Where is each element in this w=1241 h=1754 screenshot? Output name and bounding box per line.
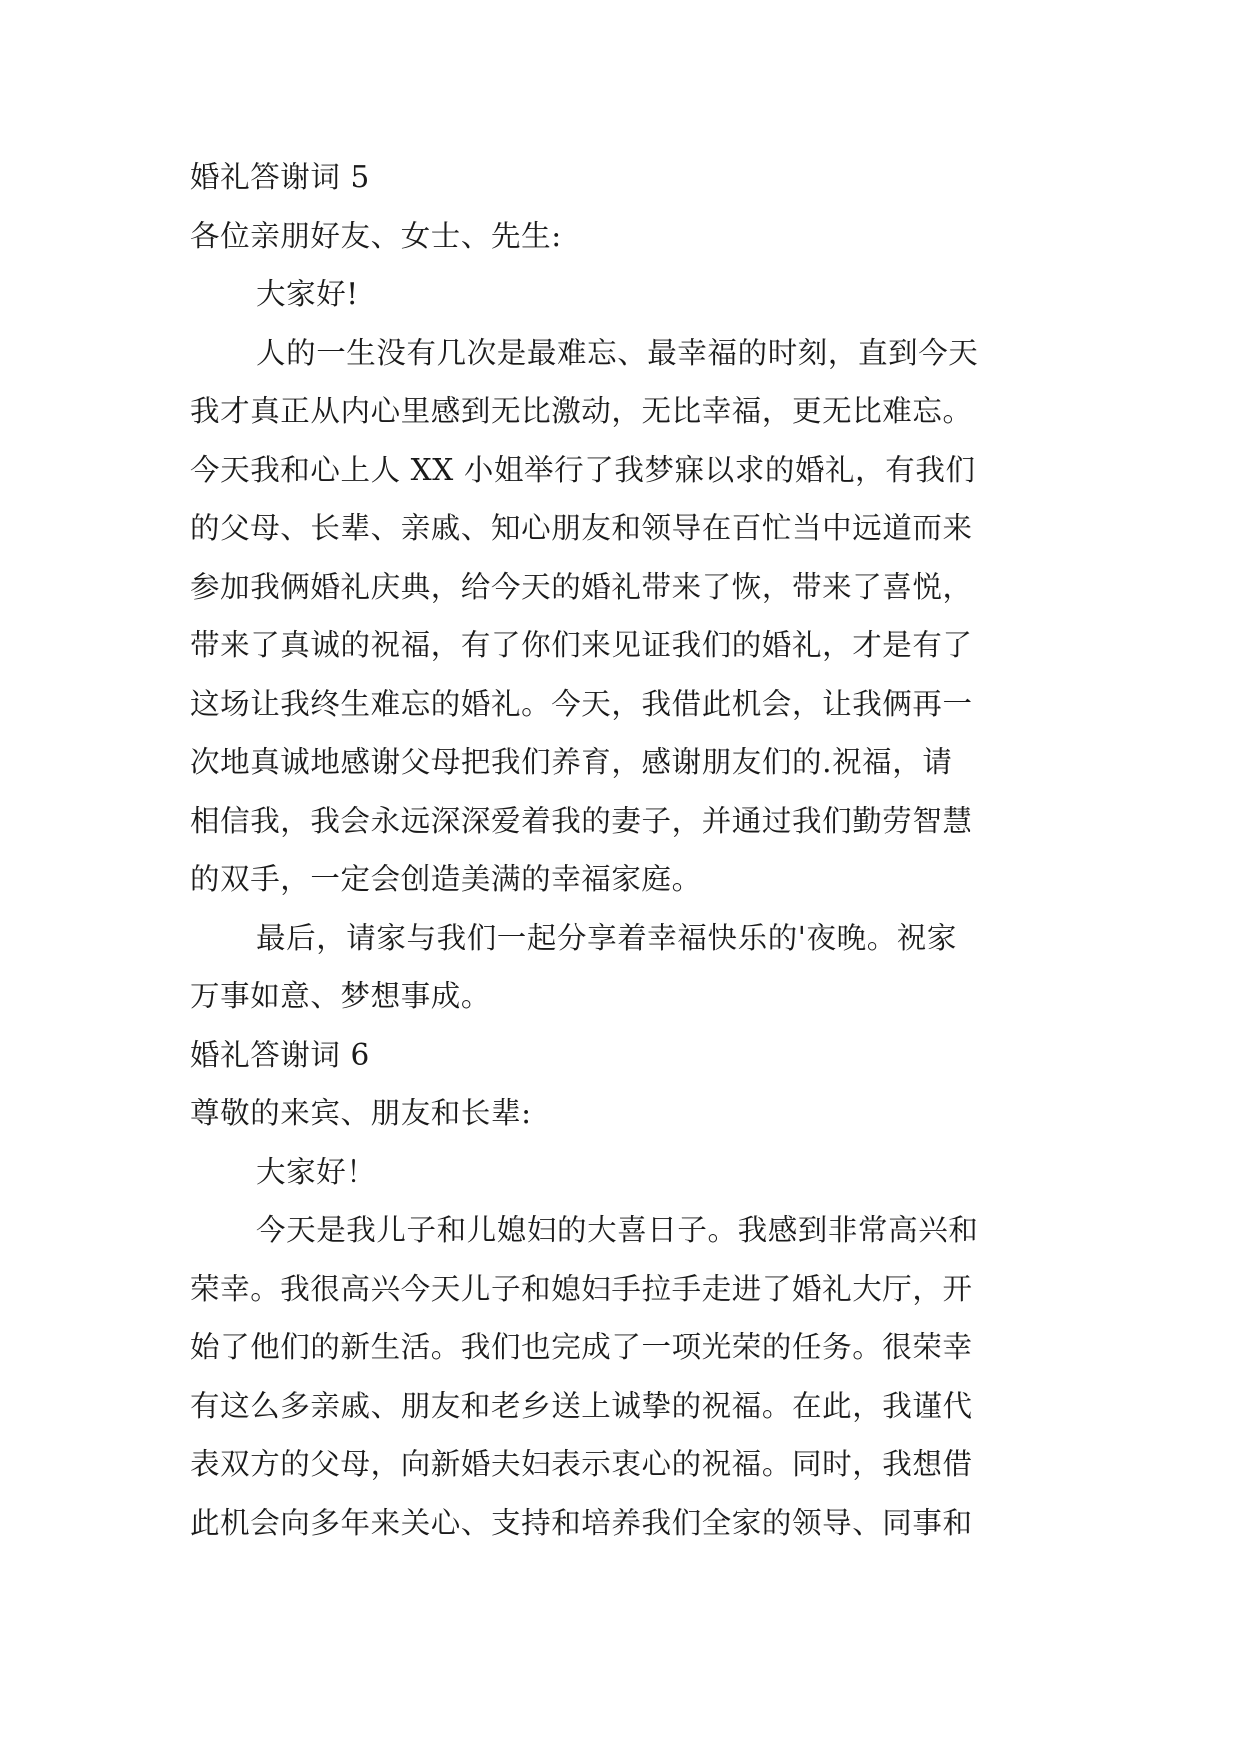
document-line: 大家好！ <box>256 1154 377 1189</box>
document-line: 我才真正从内心里感到无比激动，无比幸福，更无比难忘。 <box>190 394 973 428</box>
document-body <box>190 148 1070 1552</box>
document-line: 的父母、长辈、亲戚、知心朋友和领导在百忙当中远道而来 <box>190 511 973 545</box>
document-line: 荣幸。我很高兴今天儿子和媳妇手拉手走进了婚礼大厅，开 <box>190 1271 973 1306</box>
document-line: 万事如意、梦想事成。 <box>190 979 492 1013</box>
document-line: 参加我俩婚礼庆典，给今天的婚礼带来了恢，带来了喜悦， <box>190 569 973 604</box>
document-line: 各位亲朋好友、女士、先生: <box>190 218 562 253</box>
document-line: 的双手，一定会创造美满的幸福家庭。 <box>190 862 702 896</box>
document-line: 带来了真诚的祝福，有了你们来见证我们的婚礼，才是有了 <box>190 628 973 662</box>
document-line: 最后，请家与我们一起分享着幸福快乐的'夜晚。祝家 <box>256 920 958 955</box>
document-line: 这场让我终生难忘的婚礼。今天，我借此机会，让我俩再一 <box>190 686 973 721</box>
document-line: 婚礼答谢词 5 <box>190 160 370 194</box>
document-line: 有这么多亲戚、朋友和老乡送上诚挚的祝福。在此，我谨代 <box>190 1388 973 1423</box>
document-line: 此机会向多年来关心、支持和培养我们全家的领导、同事和 <box>190 1505 973 1540</box>
document-line: 表双方的父母，向新婚夫妇表示衷心的祝福。同时，我想借 <box>190 1447 973 1481</box>
document-line: 次地真诚地感谢父母把我们养育，感谢朋友们的.祝福，请 <box>190 745 953 779</box>
document-line: 今天我和心上人 XX 小姐举行了我梦寐以求的婚礼，有我们 <box>190 452 976 487</box>
document-line: 相信我，我会永远深深爱着我的妻子，并通过我们勤劳智慧 <box>190 803 973 838</box>
document-line: 始了他们的新生活。我们也完成了一项光荣的任务。很荣幸 <box>190 1330 973 1364</box>
document-line: 尊敬的来宾、朋友和长辈: <box>190 1096 532 1130</box>
document-line: 婚礼答谢词 6 <box>190 1037 370 1072</box>
document-line: 人的一生没有几次是最难忘、最幸福的时刻，直到今天 <box>256 335 979 370</box>
document-line: 今天是我儿子和儿媳妇的大喜日子。我感到非常高兴和 <box>256 1213 979 1247</box>
document-line: 大家好! <box>256 277 359 311</box>
